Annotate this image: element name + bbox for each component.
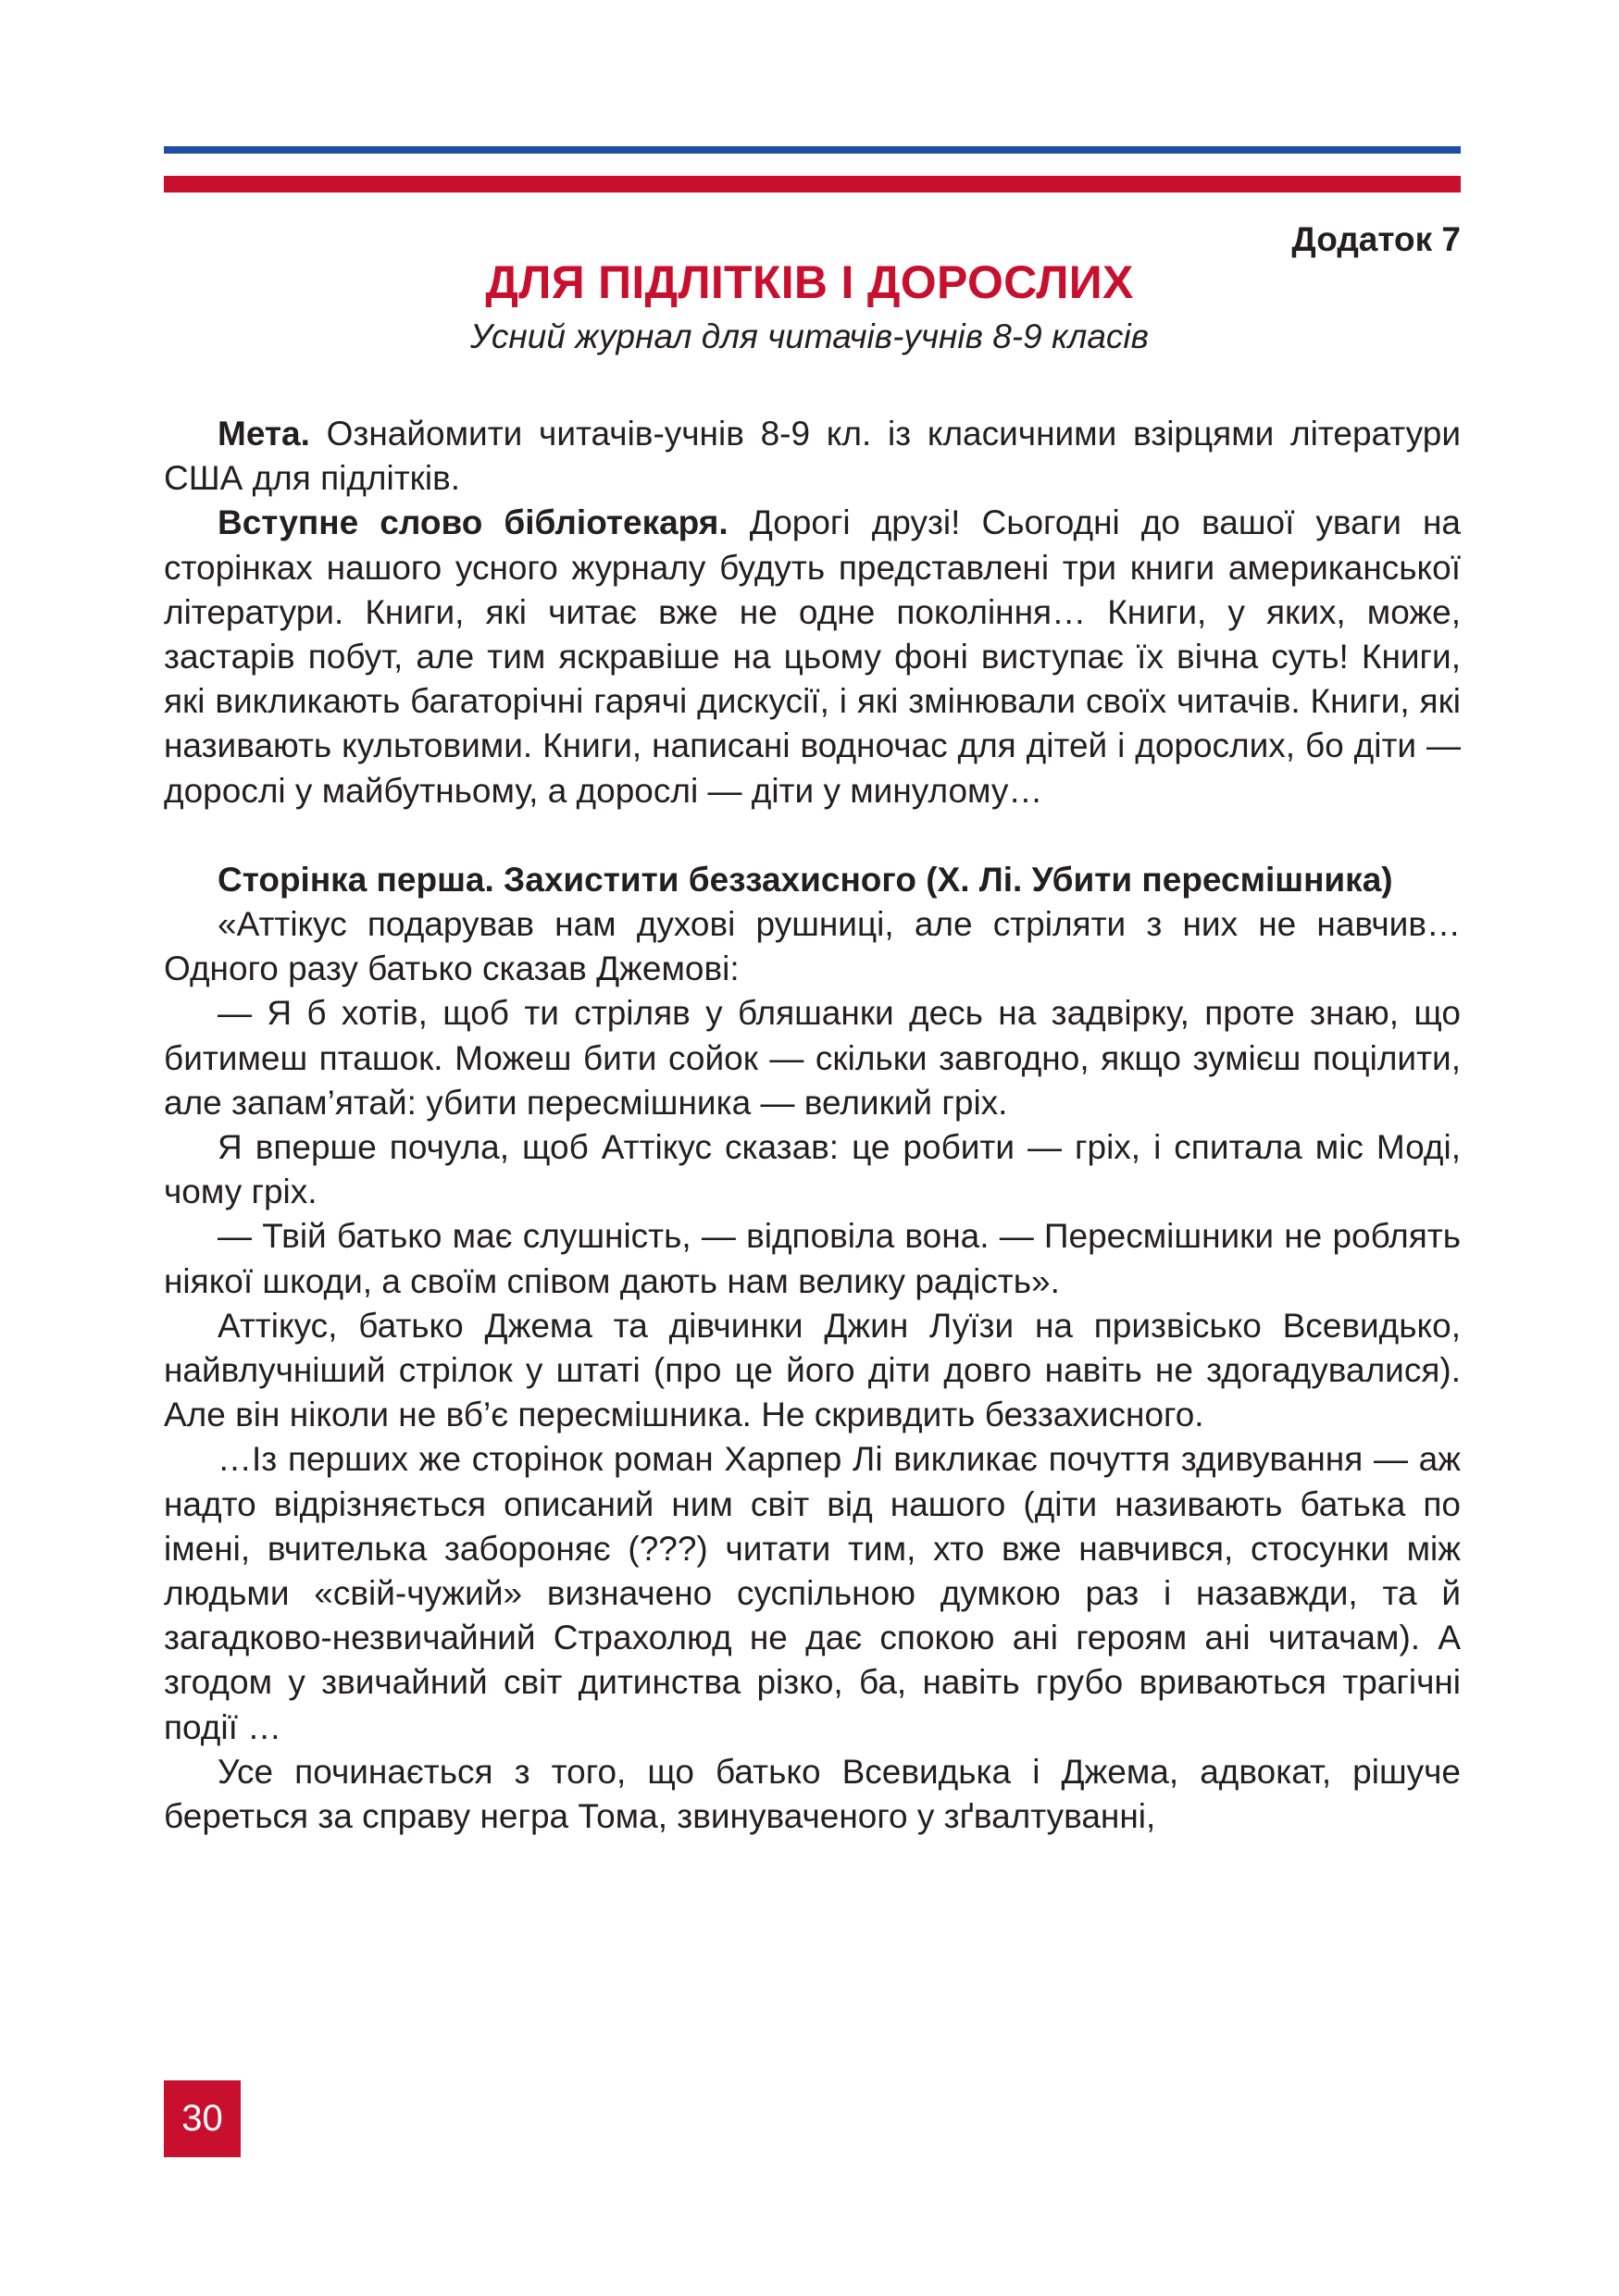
section-heading-paragraph (164, 858, 1461, 902)
goal-paragraph (164, 412, 1461, 501)
article-body (164, 412, 1461, 1839)
intro-text: Дорогі друзі! Сьогодні до вашої уваги на сторінках нашого усного журналу будуть представлені три книги американської літератури. Книги, які читає вже не одне покоління… Книги, у яких, може, застарів побут, але тим яскравіше на цьому фоні виступає їх вічна суть! Книги, які викликають багаторічні гарячі дискусії, і які змінювали своїх читачів. Книги, які називають культовими. Книги, написані водночас для дітей і дорослих, бо діти — дорослі у майбутньому, а дорослі — діти у минулому… (164, 503, 1461, 810)
appendix-label: Додаток 7 (1291, 220, 1461, 258)
goal-label: Мета. (218, 415, 310, 453)
body-paragraph-5: Аттікус, батько Джема та дівчинки Джин Луїзи на призвісько Всевидько, найвлучніший стрілок у штаті (про це його діти довго навіть не здогадувалися). Але він ніколи не вб’є пересмішника. Не скривдить беззахисного. (164, 1306, 1461, 1434)
header-blue-stripe (164, 146, 1461, 154)
body-paragraph-3: Я вперше почула, щоб Аттікус сказав: це робити — гріх, і спитала міс Моді, чому гріх. (164, 1128, 1461, 1211)
intro-paragraph (164, 501, 1461, 813)
body-paragraph-7: Усе починається з того, що батько Всевидька і Джема, адвокат, рішуче береться за справу негра Тома, звинуваченого у зґвалтуванні, (164, 1752, 1461, 1836)
goal-text: Ознайомити читачів-учнів 8-9 кл. із класичними взірцями літератури США для підлітків. (164, 415, 1461, 498)
intro-label: Вступне слово бібліотекаря. (218, 503, 729, 542)
section-heading: Сторінка перша. Захистити беззахисного (Х. Лі. Убити пересмішника) (218, 860, 1393, 899)
page-subtitle: Усний журнал для читачів-учнів 8-9 класів (470, 317, 1149, 355)
page-number-badge: 30 (164, 2080, 241, 2157)
body-paragraph-6: …Із перших же сторінок роман Харпер Лі викликає почуття здивування — аж надто відрізняється описаний ним світ від нашого (діти називають батька по імені, вчителька забороняє (???) читати тим, хто вже навчився, стосунки між людьми «свій-чужий» визначено суспільною думкою раз і назавжди, та й загадково-незвичайний Страхолюд не дає спокою ані героям ані читачам). А згодом у звичайний світ дитинства різко, ба, навіть грубо вриваються трагічні події … (164, 1440, 1461, 1746)
body-paragraph-4: — Твій батько має слушність, — відповіла вона. — Пересмішники не роблять ніякої шкоди, а своїм співом дають нам велику радість». (164, 1217, 1461, 1300)
body-paragraph-1: «Аттікус подарував нам духові рушниці, але стріляти з них не навчив… Одного разу батько сказав Джемові: (164, 905, 1461, 988)
page-title: ДЛЯ ПІДЛІТКІВ І ДОРОСЛИХ (485, 256, 1134, 308)
header-red-stripe (164, 176, 1461, 192)
body-paragraph-2: — Я б хотів, щоб ти стріляв у бляшанки десь на задвірку, проте знаю, що битимеш пташок. Можеш бити сойок — скільки завгодно, якщо зумієш поцілити, але запам’ятай: убити пересмішника — великий гріх. (164, 994, 1461, 1122)
